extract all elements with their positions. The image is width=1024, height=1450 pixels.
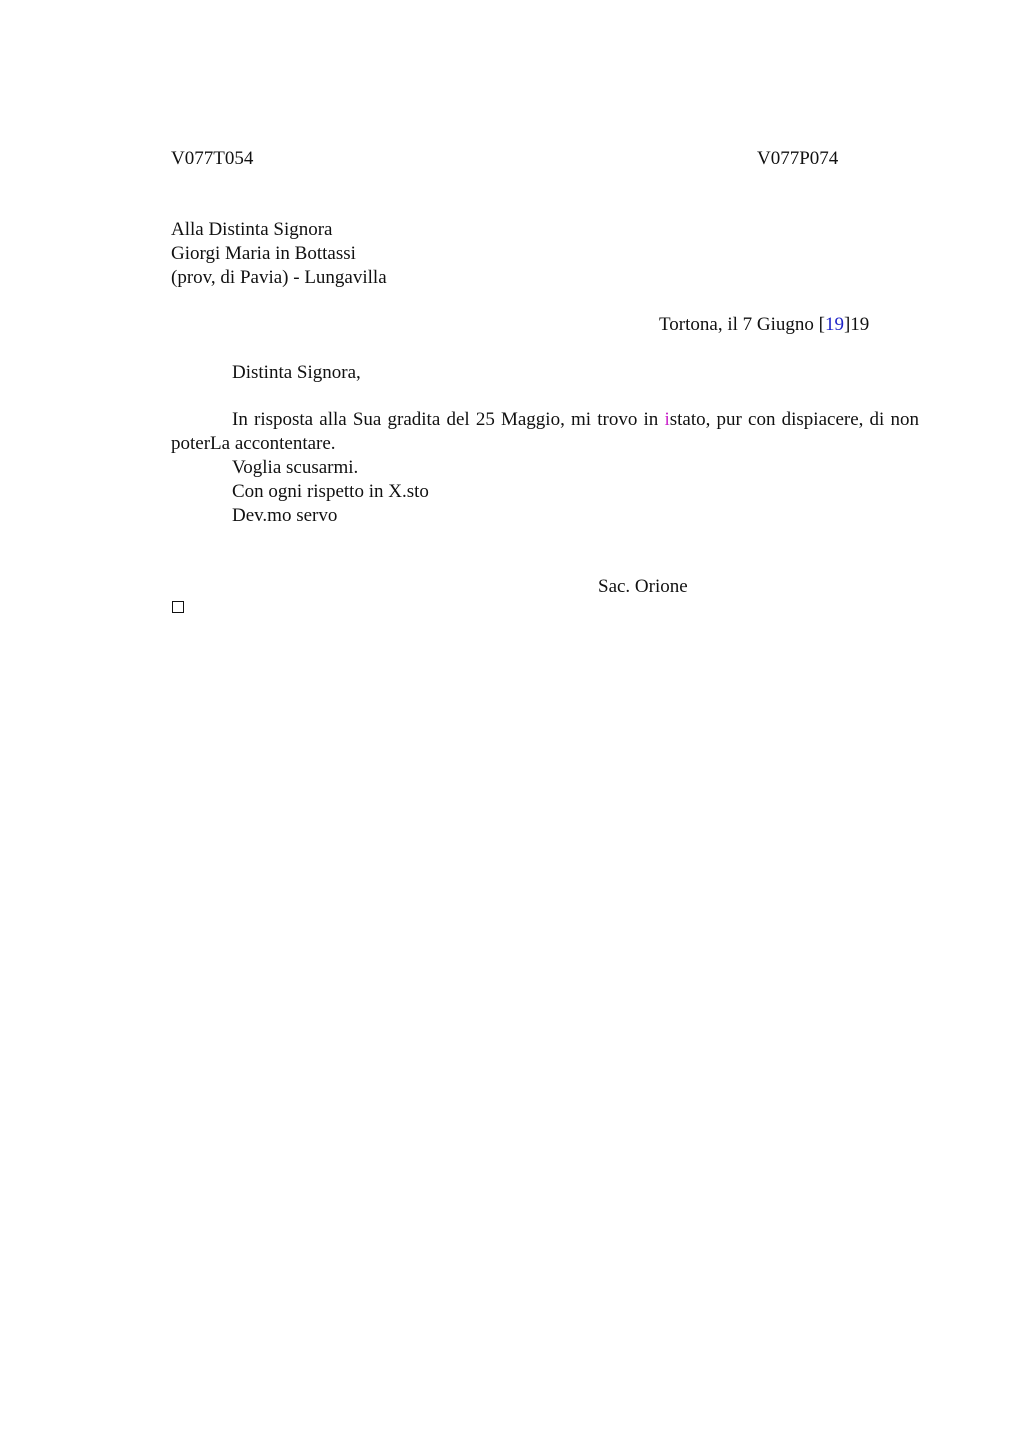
closing-line: Con ogni rispetto in X.sto [232,481,429,502]
place-date-line [659,313,869,337]
date-suffix: ]19 [843,314,870,335]
date-prefix: Tortona, il 7 Giugno [ [659,314,825,335]
body-text-part1: In risposta alla Sua gradita del 25 Maggio, mi trovo in [232,409,665,430]
salutation: Distinta Signora, [232,362,361,383]
document-code-left: V077T054 [171,148,254,169]
address-line: (prov, di Pavia) - Lungavilla [171,267,387,288]
closing-line: Dev.mo servo [232,505,338,526]
document-code-right: V077P074 [757,148,839,169]
body-text-part2: stato, pur con dispiacere, di non poterLa accontentare. [171,409,919,454]
body-editorial-insert: i [664,409,670,430]
letter-body-paragraph [171,408,919,456]
recipient-address [171,218,387,290]
address-line: Alla Distinta Signora [171,219,333,240]
address-line: Giorgi Maria in Bottassi [171,243,356,264]
date-editorial-insert: 19 [824,314,844,335]
signature: Sac. Orione [598,576,688,597]
end-marker-square-icon [172,601,184,613]
closing-lines [232,456,429,528]
closing-line: Voglia scusarmi. [232,457,359,478]
